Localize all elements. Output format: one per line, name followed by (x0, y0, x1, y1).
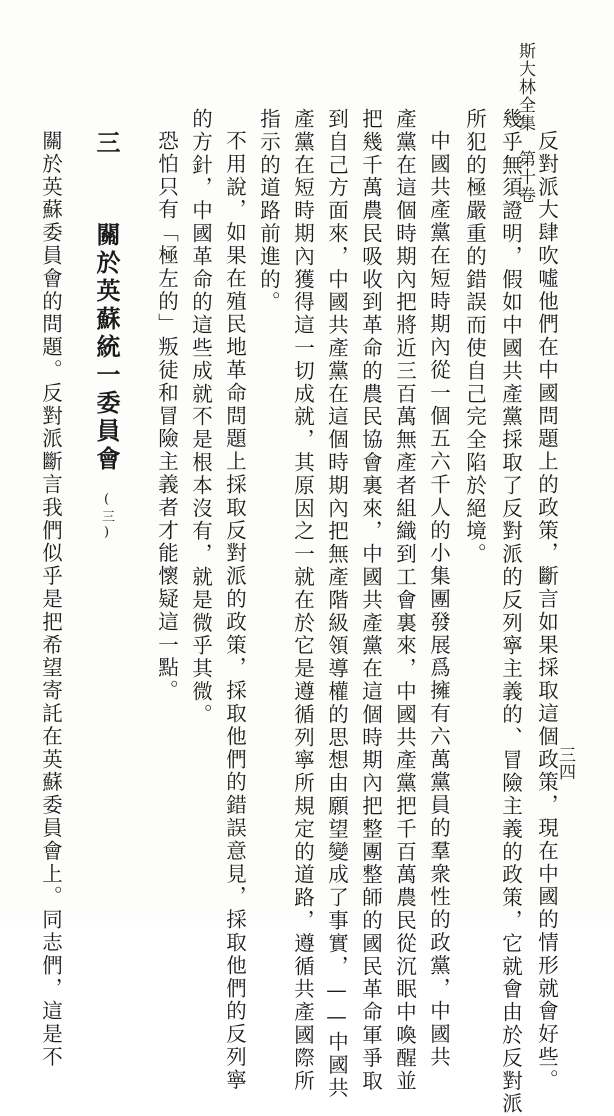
paragraph-line: 把幾千萬農民吸收到革命的農民協會裏來，中國共產黨在這個時期內把整團整師的國民革命軍爭取 (358, 108, 383, 1093)
paragraph-line: 所犯的極嚴重的錯誤而使自己完全陷於絕境。 (462, 108, 487, 566)
paragraph-line: 產黨在這個時期內把將近三百萬無產者組織到工會裏來，中國共產黨把千百萬農民從沉眠中喚醒並 (392, 108, 417, 1093)
running-header: 斯大林全集 第十卷 (515, 42, 535, 204)
paragraph-line: 指示的道路前進的。 (256, 108, 281, 315)
page-number: 三四 (555, 746, 575, 780)
paragraph-line: 到自己方面來，中國共產黨在這個時期內把無產階級領導權的思想由願望變成了事實，——中國共 (324, 108, 349, 1100)
paragraph-line: 不用說，如果在殖民地革命問題上採取反對派的政策，採取他們的錯誤意見，採取他們的反列寧 (222, 130, 247, 1092)
paragraph-line: 幾乎無須證明，假如中國共產黨採取了反對派的反列寧主義的、冒險主義的政策，它就會由於反對派 (498, 108, 523, 1116)
paragraph-line: 的方針，中國革命的這些成就不是根本沒有，就是微乎其微。 (188, 108, 213, 727)
paragraph-line: 反對派大肆吹噓他們在中國問題上的政策，斷言如果採取這個政策，現在中國的情形就會好些。 (534, 130, 559, 1092)
section-title: 關於英蘇統一委員會 (92, 222, 121, 474)
footnote-marker: (三) (99, 492, 114, 543)
section-number: 三 (92, 130, 121, 158)
paragraph-line: 中國共產黨在短時期內從一個五六千人的小集團發展爲擁有六萬黨員的羣衆性的政黨，中國共 (426, 130, 451, 1069)
paragraph-line: 關於英蘇委員會的問題。反對派斷言我們似乎是把希望寄託在英蘇委員會上。同志們，這是不 (38, 130, 63, 1069)
paragraph-line: 恐怕只有「極左的」叛徒和冒險主義者才能懷疑這一點。 (154, 130, 179, 703)
paragraph-line: 產黨在短時期內獲得這一切成就，其原因之一就在於它是遵循列寧所規定的道路，遵循共產國際所 (290, 108, 315, 1093)
